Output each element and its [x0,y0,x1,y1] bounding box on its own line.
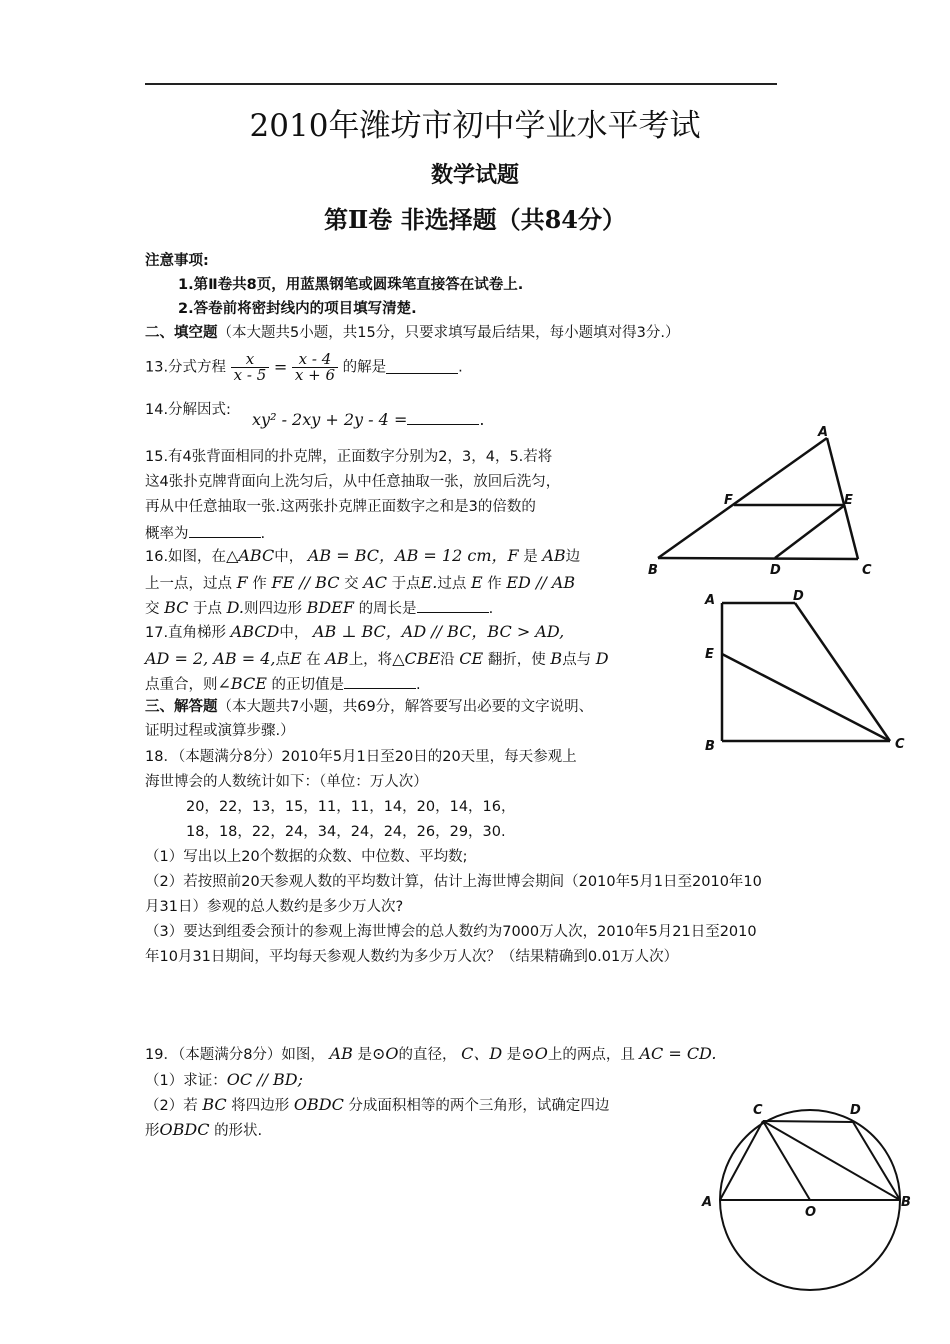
section-3-desc-2: 证明过程或演算步骤.） [145,723,295,739]
q19-l1f: C、D [461,1044,503,1063]
q19-p2a: （2）若 [145,1098,198,1114]
section-3-desc-1: （本大题共7小题，共69分，解答要写出必要的文字说明、 [217,699,594,715]
q15-line-4-text: 概率为 [145,526,189,542]
q16-l2a: 上一点，过点 [145,576,232,592]
q19-p2e: 分成面积相等的两个三角形，试确定四边 [348,1098,610,1114]
label-e: E [844,493,853,508]
q17-l1d: AB ⊥ BC，AD // BC，BC > AD, [312,622,565,641]
triangle-figure [640,420,880,580]
q17-l2a: AD = 2, AB = 4, [145,649,276,668]
q16-l2f: AC [363,573,387,592]
q19-l1a: 19．（本题满分8分）如图， [145,1047,325,1063]
q16-l3g: 的周长是 [358,601,417,617]
q15-line-1: 15.有4张背面相同的扑克牌，正面数字分别为2，3，4，5.若将 [145,449,553,465]
side-ac [827,438,858,559]
label-a: A [702,1195,713,1210]
side-dc [795,603,890,741]
question-14-prefix: 14.分解因式: [145,402,231,418]
q16-l2d: FE // BC [271,573,340,592]
q19-part-1 [145,1072,303,1089]
q16-l2b: F [236,573,248,592]
q17-l2b: 点 [275,652,290,668]
q18-data-row-2: 18，18，22，24，34，24，24，26，29，30. [186,824,506,840]
q19-line-1 [145,1046,716,1063]
q19-l1i: 上的两点，且 [547,1047,635,1063]
q13-suffix: 的解是 [342,359,387,376]
q17-l2c: E [289,649,302,668]
q17-line-3: 点重合，则∠BCE 的正切值是 . [145,674,421,693]
q16-line-1 [145,548,580,565]
q13-fraction-1 [231,352,270,383]
q17-l3a: 点重合，则 [145,677,218,693]
q16-l3a: 交 [145,601,160,617]
q13-frac1-num: x [231,352,270,368]
q19-l1c: 是 [357,1047,372,1063]
q16-line-3: 交 BC 于点 D.则四边形 BDEF 的周长是 . [145,598,494,617]
circle-figure [695,1100,920,1314]
q13-equals: = [273,357,288,377]
question-14-expr: xy² - 2xy + 2y - 4 = . [252,410,485,429]
q18-line-2: 海世博会的人数统计如下：（单位：万人次） [145,774,428,790]
q16-line-2 [145,575,575,592]
q16-math-ab: AB [542,546,566,565]
q19-p3a: 形 [145,1123,160,1139]
q17-l1b: ABCD [230,622,280,641]
q18-part-2-b: 月31日）参观的总人数约是多少万人次? [145,899,404,915]
q19-part-2 [145,1097,609,1114]
question-13: 13.分式方程 $\frac{x}{x - 5}$ = $\frac{x - 4}{x + 6}$ 的解是 . [145,350,463,384]
paper-title: 第Ⅱ卷 非选择题（共84分） [324,205,626,234]
label-d: D [850,1103,861,1118]
q16-l3d: D. [226,598,244,617]
q17-l2h: 沿 [440,652,455,668]
q19-l1h: ⊙O [521,1044,548,1063]
section-3-heading [145,700,593,715]
q14-expression: xy² - 2xy + 2y - 4 = [252,410,408,429]
q17-l2f: 上，将 [348,652,393,668]
q18-line-1: 18．（本题满分8分）2010年5月1日至20日的20天里，每天参观上 [145,749,577,765]
q16-l3b: BC [164,598,189,617]
chord-cb [763,1121,900,1200]
q13-frac2-num: x - 4 [292,352,338,368]
q17-l2d: 在 [306,652,321,668]
q15-line-2: 这4张扑克牌背面向上洗匀后，从中任意抽取一张，放回后洗匀， [145,474,561,490]
label-a: A [705,593,716,608]
q16-text-e: 是 [523,549,538,565]
q16-l2h: E. [420,573,438,592]
section-2-title: 二、填空题 [145,325,218,341]
q17-l2j: 翻折，使 [487,652,546,668]
q19-l1e: 的直径， [398,1047,457,1063]
side-ba [658,438,827,558]
q18-part-3-b: 年10月31日期间，平均每天参观人数约为多少万人次？（结果精确到0.01万人次） [145,949,679,965]
q19-p2b: BC [202,1095,227,1114]
label-a: A [818,425,829,440]
q16-math-conditions: AB = BC，AB = 12 cm，F [307,546,519,565]
q16-l2e: 交 [344,576,359,592]
q17-l2i: CE [459,649,484,668]
q17-l2l: 点与 [562,652,592,668]
label-d: D [793,589,804,604]
section-3-title: 三、解答题 [145,699,218,715]
q18-data-row-1: 20，22，13，15，11，11，14，20，14，16， [186,799,516,815]
q19-p2c: 将四边形 [231,1098,290,1114]
q19-p1a: （1）求证： [145,1073,227,1089]
q17-line-1 [145,624,564,641]
notes-heading: 注意事项: [145,253,209,269]
notes-item-2: 2.答卷前将密封线内的项目填写清楚. [178,301,417,317]
q16-math-abc: △ABC [226,546,275,565]
q19-l1j: AC = CD. [639,1044,717,1063]
q16-text-c: 中， [274,549,304,565]
label-b: B [901,1195,911,1210]
header-rule [145,83,777,85]
label-d: D [770,563,781,578]
q17-l2g: △CBE [392,649,441,668]
q17-l1a: 17.直角梯形 [145,625,227,641]
q13-prefix: 13.分式方程 [145,359,227,376]
q19-p1b: OC // BD; [226,1070,304,1089]
label-f: F [724,493,733,508]
q17-line-2 [145,651,609,668]
q16-l2g: 于点 [391,576,421,592]
q18-part-3-a: （3）要达到组委会预计的参观上海世博会的总人数约为7000万人次，2010年5月21日至2010 [145,924,757,940]
q19-p3c: 的形状. [214,1123,263,1139]
label-e: E [705,647,714,662]
q17-l3b: ∠BCE [217,674,267,693]
chord-cd [763,1121,853,1122]
q16-answer-blank [417,600,489,613]
segment-co [763,1121,810,1200]
q17-l2k: B [550,649,563,668]
q16-l2i: 过点 [437,576,467,592]
q15-line-4: 概率为 . [145,526,266,542]
q19-l1g: 是 [506,1047,522,1063]
q19-part-2-cont [145,1122,262,1139]
q16-l2c: 作 [252,576,267,592]
q18-part-2-a: （2）若按照前20天参观人数的平均数计算，估计上海世博会期间（2010年5月1日至2010年10 [145,874,762,890]
section-2-desc: （本大题共5小题，共15分，只要求填写最后结果，每小题填对得3分.） [217,325,680,341]
q17-l3c: 的正切值是 [271,677,344,693]
q15-line-3: 再从中任意抽取一张.这两张扑克牌正面数字之和是3的倍数的 [145,499,536,515]
label-o: O [805,1205,817,1220]
segment-ed [775,505,845,558]
q16-l3c: 于点 [193,601,223,617]
side-bc [658,558,858,559]
q16-text-g: 边 [565,549,581,565]
q13-answer-blank [386,361,458,374]
q17-l2e: AB [325,649,349,668]
label-c: C [753,1103,763,1118]
q13-fraction-2 [292,352,338,383]
label-b: B [648,563,658,578]
notes-item-1: 1.第Ⅱ卷共8页，用蓝黑钢笔或圆珠笔直接答在试卷上. [178,277,524,293]
q19-p3b: OBDC [159,1120,210,1139]
q17-l2m: D [595,649,609,668]
label-c: C [895,737,905,752]
q16-l2l: ED // AB [506,573,576,592]
q19-l1b: AB [329,1044,353,1063]
q16-text-a: 16.如图，在 [145,549,227,565]
exam-title: 2010年潍坊市初中学业水平考试 [249,108,701,144]
q14-answer-blank [407,412,479,425]
q13-frac2-den: x + 6 [294,366,336,384]
trapezoid-figure [700,588,920,758]
q16-l2k: 作 [487,576,502,592]
subject-title: 数学试题 [430,162,519,188]
q19-l1d: ⊙O [371,1044,399,1063]
label-b: B [705,739,715,754]
q13-frac1-den: x - 5 [233,366,267,384]
segment-ec [722,654,890,741]
q16-l3f: BDEF [306,598,354,617]
section-2-heading [145,326,680,341]
q19-p2d: OBDC [293,1095,344,1114]
q18-part-1: （1）写出以上20个数据的众数、中位数、平均数; [145,849,468,865]
q17-l1c: 中， [279,625,309,641]
q16-l2j: E [470,573,483,592]
chord-db [853,1122,900,1200]
q17-answer-blank [344,676,416,689]
q15-answer-blank [189,525,261,538]
label-c: C [862,563,872,578]
chord-ac [720,1121,763,1200]
q16-l3e: 则四边形 [243,601,302,617]
